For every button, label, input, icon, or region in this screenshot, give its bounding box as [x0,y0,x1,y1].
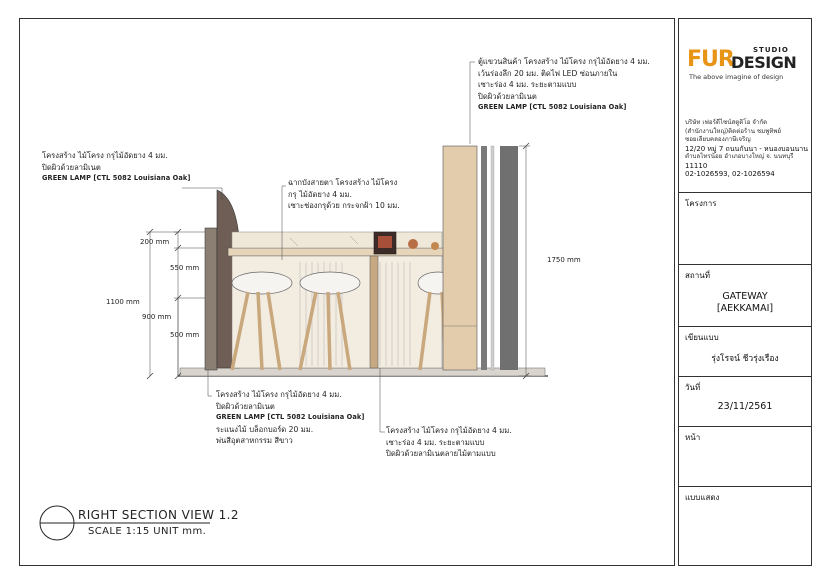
note-line: GREEN LAMP [CTL 5082 Louisiana Oak] [478,103,627,111]
note-line: เซาะช่องกรุด้วย กระจกฝ้า 10 มม. [288,201,400,210]
company-address: 12/20 หมู่ 7 ถนนกันนา - หนองบอนนาน [685,144,809,153]
dim-200: 200 mm [140,238,170,246]
counter-column [370,256,378,368]
note-line: ปิดผิวด้วยลามิเนต [42,162,101,172]
dim-500: 500 mm [170,331,200,339]
date-label: วันที่ [685,383,701,392]
note-line: ระแนงไม้ บล็อกบอร์ด 20 มม. [216,424,314,434]
note-line: โครงสร้าง ไม้โครง กรุไม้อัดยาง 4 มม. [216,390,342,399]
company-phones: 02-1026593, 02-1026594 [685,170,775,178]
bar-stools [232,272,458,294]
location-label: สถานที่ [685,271,710,280]
tb-page-cell [679,427,811,487]
note-middle [288,177,400,212]
tb-drawing-cell [679,487,811,567]
counter-item [431,242,439,250]
counter-top [228,248,446,256]
counter-item [408,239,418,249]
view-scale: SCALE 1:15 UNIT mm. [88,526,207,537]
note-bottom-right [386,425,512,460]
page-label: หน้า [685,433,701,442]
title-block [678,18,812,566]
drawing-label: แบบแสดง [685,493,720,502]
company-address: ซอยเลียบคลองภาษีเจริญ [685,136,751,143]
dim-1750: 1750 mm [547,256,581,264]
note-line: ตู้แขวนสินค้า โครงสร้าง ไม้โครง กรุไม้อัดยาง 4 มม. [478,57,650,66]
note-line: GREEN LAMP [CTL 5082 Louisiana Oak] [42,174,191,182]
note-line: โครงสร้าง ไม้โครง กรุไม้อัดยาง 4 มม. [42,151,168,160]
note-line: เว้นร่องลึก 20 มม. ติดไฟ LED ซ่อนภายใน [478,68,618,78]
designer-value: รุ่งโรจน์ ชีวรุ่งเรือง [711,354,779,364]
company-address: ตำบลไทรน้อย อำเภอบางใหญ่ จ. นนทบุรี [685,153,794,160]
location-value: [AEKKAMAI] [716,303,774,314]
logo-studio: STUDIO [753,46,789,54]
cabinet-stripe-1 [481,146,487,370]
note-line: กรุ ไม้อัดยาง 4 มม. [288,189,352,199]
dim-900: 900 mm [142,313,172,321]
note-bottom-left [216,389,365,447]
note-top-right [478,56,650,114]
company-branch: (สำนักงานใหญ่)ติดต่อร้าน ชมพูทิพย์ [685,127,782,135]
back-panel-left [205,228,217,370]
tb-designer-cell [679,327,811,377]
company-info [685,119,808,179]
tb-logo-cell [679,19,811,193]
tb-project-cell [679,193,811,265]
floor-base [180,368,545,376]
note-line: โครงสร้าง ไม้โครง กรุไม้อัดยาง 4 มม. [386,426,512,435]
logo-tagline: The above imagine of design [689,73,784,81]
view-title: RIGHT SECTION VIEW 1.2 [78,508,239,522]
note-line: พ่นสีอุตสาหกรรม สีขาว [216,436,293,445]
date-value: 23/11/2561 [717,401,773,412]
project-label: โครงการ [685,199,717,208]
cabinet-stripe-2 [491,146,494,370]
note-line: GREEN LAMP [CTL 5082 Louisiana Oak] [216,413,365,421]
company-zip: 11110 [685,161,708,170]
note-line: ปิดผิวด้วยลามิเนต [478,91,537,101]
note-line: ฉากบังสายตา โครงสร้าง ไม้โครง [288,178,398,187]
tb-location-cell [679,265,811,327]
note-line: เซาะร่อง 4 มม. ระยะตามแบบ [478,80,577,89]
monitor-screen [378,236,392,248]
tb-date-cell [679,377,811,427]
note-line: ปิดผิวด้วยลามิเนต [216,401,275,411]
location-value: GATEWAY [722,291,768,302]
designer-label: เขียนแบบ [685,333,719,342]
company-name: บริษัท เฟอร์ดีไซน์สตูดิโอ จำกัด [685,119,768,126]
cabinet-stripe-3 [500,146,518,370]
logo-fur: FUR [687,47,734,72]
note-left [42,150,191,185]
dim-550: 550 mm [170,264,200,272]
note-line: ปิดผิวด้วยลามิเนตลายไม้ตามแบบ [386,449,496,458]
dim-1100: 1100 mm [106,298,140,306]
hanging-cabinet [443,146,477,370]
note-line: เซาะร่อง 4 มม. ระยะตามแบบ [386,437,485,447]
logo-design: DESIGN [731,53,797,72]
